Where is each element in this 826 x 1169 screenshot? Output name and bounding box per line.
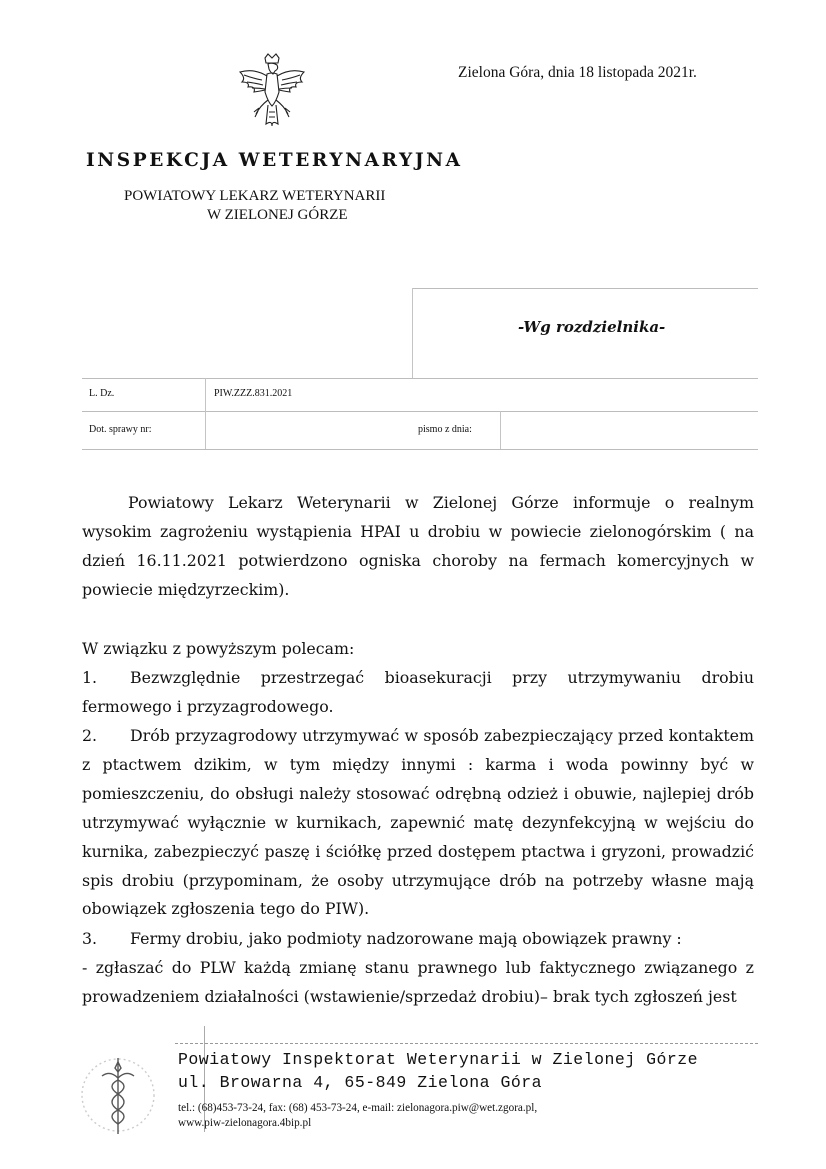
- footer-org-name: Powiatowy Inspektorat Weterynarii w Zielonej Górze: [178, 1050, 699, 1069]
- form-divider-2: [500, 411, 501, 449]
- list-item-1-text: Bezwzględnie przestrzegać bioasekuracji przy utrzymywaniu drobiu fermowego i przyzagrodowego.: [82, 668, 754, 716]
- intro-paragraph: [82, 489, 754, 605]
- ldz-label: L. Dz.: [89, 388, 115, 399]
- polish-eagle-emblem-icon: [232, 52, 312, 142]
- list-item-2: [82, 722, 754, 924]
- org-subtitle-1: POWIATOWY LEKARZ WETERYNARII: [124, 188, 386, 204]
- form-divider-1: [205, 378, 206, 449]
- list-item-2-number: 2.: [82, 726, 98, 745]
- caduceus-logo-icon: [78, 1050, 158, 1140]
- list-item-1-number: 1.: [82, 668, 98, 687]
- form-line-2: [82, 411, 758, 412]
- dot-sprawy-label: Dot. sprawy nr:: [89, 424, 152, 435]
- intro-text: Powiatowy Lekarz Weterynarii w Zielonej Górze informuje o realnym wysokim zagrożeniu wystąpienia HPAI u drobiu w powiecie zielonogórskim ( na dzień 16.11.2021 potwierdzono ogniska choroby na fermach komercyjnych w powiecie międzyrzeckim).: [82, 493, 754, 599]
- footer-top-line: [175, 1043, 758, 1044]
- lead-paragraph: W związku z powyższym polecam:: [82, 639, 355, 658]
- list-item-3-continuation: - zgłaszać do PLW każdą zmianę stanu prawnego lub faktycznego związanego z prowadzeniem działalności (wstawienie/sprzedaż drobiu)– brak tych zgłoszeń jest: [82, 958, 754, 1006]
- form-line-3: [82, 449, 758, 450]
- list-item-2-text: Drób przyzagrodowy utrzymywać w sposób zabezpieczający przed kontaktem z ptactwem dzikim, w tym między innymi : karma i woda powinny być w pomieszczeniu, do obsługi należy stosować odrębną odzież i obuwie, najlepiej drób utrzymywać wyłącznie w kurnikach, zapewnić matę dezynfekcyjną w wejściu do kurnika, zabezpieczyć paszę i ściółkę przed dostępem ptactwa i gryzoni, prowadzić spis drobiu (przypominam, że osoby utrzymujące drób na potrzeby własne mają obowiązek zgłoszenia tego do PIW).: [82, 726, 754, 919]
- org-title: INSPEKCJA WETERYNARYJNA: [86, 150, 463, 171]
- recipient: -Wg rozdzielnika-: [518, 318, 666, 336]
- org-subtitle-2: W ZIELONEJ GÓRZE: [207, 207, 348, 223]
- list-item-3-text: Fermy drobiu, jako podmioty nadzorowane mają obowiązek prawny :: [130, 929, 682, 948]
- footer-contact-line: tel.: (68)453-73-24, fax: (68) 453-73-24, e-mail: zielonagora.piw@wet.zgora.pl,: [178, 1102, 538, 1114]
- recipient-box-top-line: [412, 288, 758, 289]
- list-item-3-number: 3.: [82, 929, 98, 948]
- place-date: Zielona Góra, dnia 18 listopada 2021r.: [458, 64, 697, 81]
- ldz-value: PIW.ZZZ.831.2021: [214, 388, 293, 399]
- pismo-z-dnia-label: pismo z dnia:: [418, 424, 472, 435]
- list-item-3: [82, 925, 754, 954]
- recipient-box-left-line: [412, 288, 413, 378]
- form-line-1: [82, 378, 758, 379]
- footer-website: www.piw-zielonagora.4bip.pl: [178, 1117, 312, 1129]
- list-item-1: [82, 664, 754, 722]
- footer-address: ul. Browarna 4, 65-849 Zielona Góra: [178, 1073, 543, 1092]
